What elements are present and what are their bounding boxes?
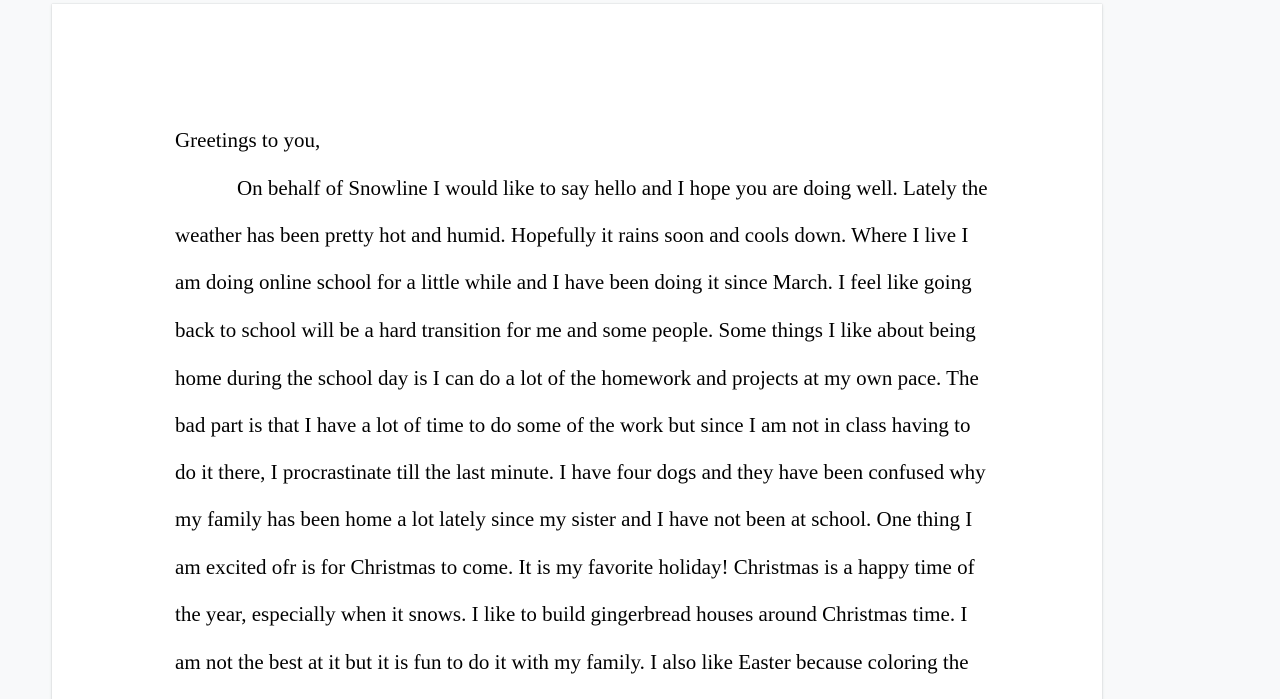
paragraph-line-2: weather has been pretty hot and humid. Hopefully it rains soon and cools down. Where I live I (175, 223, 969, 247)
paragraph-line-3: am doing online school for a little while and I have been doing it since March. I feel like going (175, 270, 972, 294)
paragraph-line-9: am excited ofr is for Christmas to come. It is my favorite holiday! Christmas is a happy time of (175, 555, 975, 579)
paragraph-line-7: do it there, I procrastinate till the last minute. I have four dogs and they have been confused why (175, 460, 986, 484)
paragraph-line-5: home during the school day is I can do a lot of the homework and projects at my own pace. The (175, 366, 979, 390)
paragraph-line-11: am not the best at it but it is fun to do it with my family. I also like Easter because coloring the (175, 650, 969, 674)
paragraph-line-4: back to school will be a hard transition for me and some people. Some things I like about being (175, 318, 976, 342)
paragraph-line-8: my family has been home a lot lately since my sister and I have not been at school. One thing I (175, 507, 973, 531)
document-page[interactable] (52, 4, 1102, 699)
paragraph-line-1: On behalf of Snowline I would like to say hello and I hope you are doing well. Lately the (237, 176, 988, 200)
paragraph-line-6: bad part is that I have a lot of time to do some of the work but since I am not in class having to (175, 413, 971, 437)
paragraph-line-10: the year, especially when it snows. I like to build gingerbread houses around Christmas time. I (175, 602, 968, 626)
greeting-line: Greetings to you, (175, 128, 321, 152)
